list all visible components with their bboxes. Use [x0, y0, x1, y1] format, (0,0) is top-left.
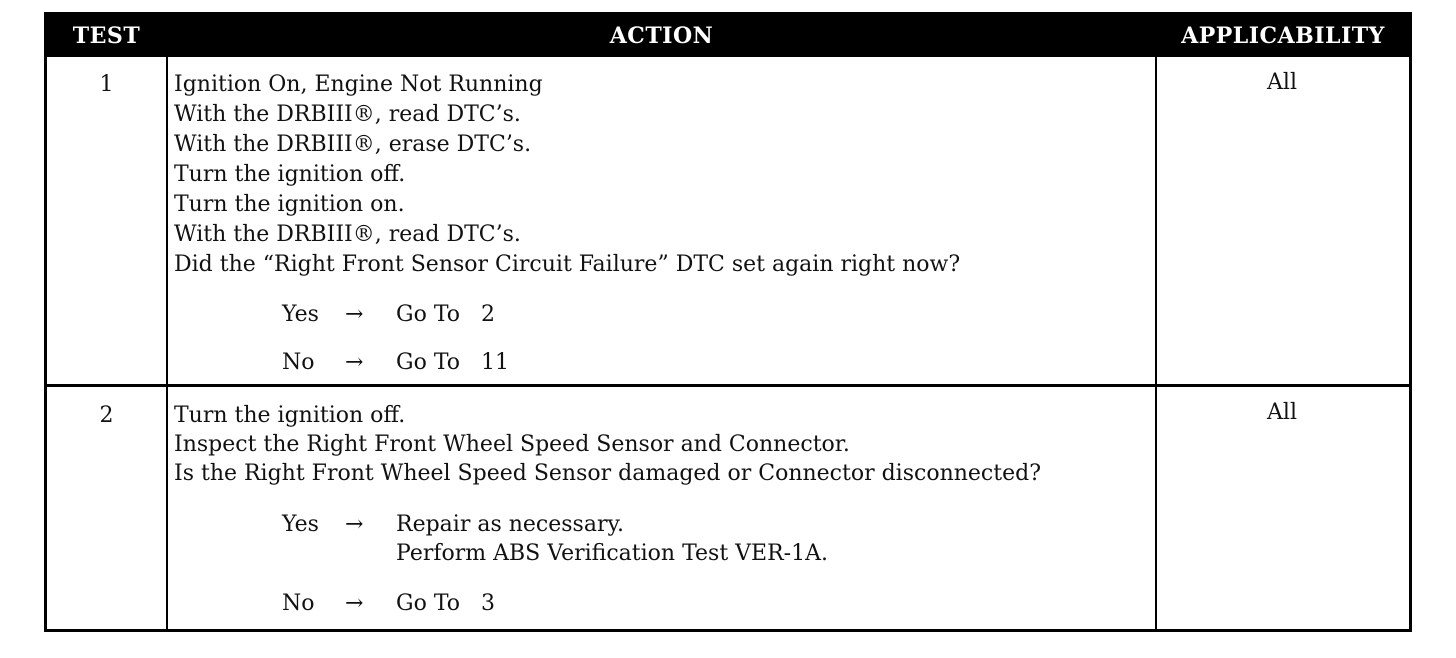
- header-applicability: APPLICABILITY: [1181, 23, 1385, 49]
- answer-result-line2: Perform ABS Verification Test VER-1A.: [396, 541, 828, 566]
- action-line: Ignition On, Engine Not Running: [174, 72, 543, 97]
- action-line: With the DRBIII®, read DTC’s.: [174, 222, 521, 247]
- action-line: Turn the ignition off.: [174, 403, 406, 428]
- answer-result: Go To 11: [396, 350, 509, 375]
- applicability-value: All: [1267, 70, 1297, 95]
- answer-result: Go To 3: [396, 591, 495, 616]
- question-line: Is the Right Front Wheel Speed Sensor damaged or Connector disconnected?: [174, 461, 1041, 486]
- applicability-value: All: [1267, 400, 1297, 425]
- arrow-icon: →: [345, 350, 364, 375]
- table-header: [47, 15, 1409, 57]
- answer-label-no: No: [282, 591, 315, 616]
- test-number: 2: [99, 403, 114, 428]
- header-action: ACTION: [609, 23, 714, 49]
- action-line: Inspect the Right Front Wheel Speed Sensor and Connector.: [174, 432, 850, 457]
- action-line: With the DRBIII®, read DTC’s.: [174, 102, 521, 127]
- column-divider: [1155, 57, 1157, 632]
- arrow-icon: →: [345, 302, 364, 327]
- action-line: Turn the ignition off.: [174, 162, 406, 187]
- answer-result: Go To 2: [396, 302, 495, 327]
- header-test: TEST: [72, 23, 141, 49]
- answer-label-yes: Yes: [282, 302, 319, 327]
- diagnostic-table: [44, 12, 1412, 632]
- test-number: 1: [99, 72, 114, 97]
- question-line: Did the “Right Front Sensor Circuit Failure” DTC set again right now?: [174, 252, 961, 277]
- arrow-icon: →: [345, 591, 364, 616]
- answer-result: Repair as necessary.: [396, 512, 624, 537]
- row-divider: [47, 384, 1409, 387]
- answer-label-no: No: [282, 350, 315, 375]
- action-line: Turn the ignition on.: [174, 192, 405, 217]
- answer-label-yes: Yes: [282, 512, 319, 537]
- arrow-icon: →: [345, 512, 364, 537]
- column-divider: [166, 57, 168, 632]
- action-line: With the DRBIII®, erase DTC’s.: [174, 132, 532, 157]
